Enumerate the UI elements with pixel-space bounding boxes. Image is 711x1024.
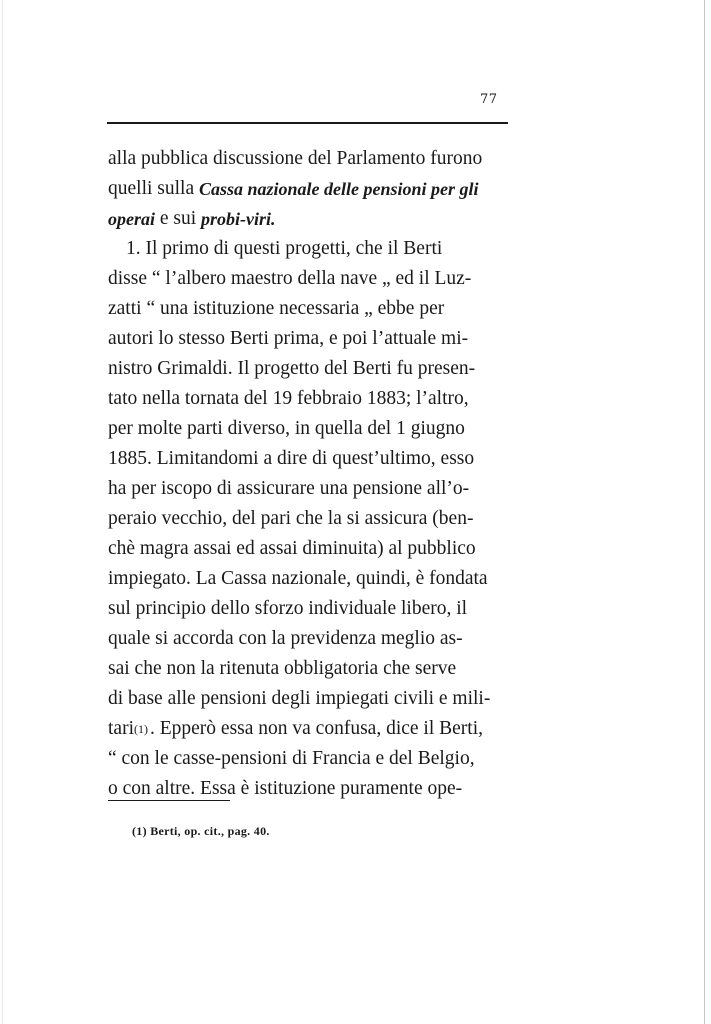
footnote: (1) Berti, op. cit., pag. 40. [132, 824, 270, 838]
text-line-content: autori lo stesso Berti prima, e poi l’attuale mi- [108, 328, 469, 349]
text-line-content: o con altre. Essa è istituzione puramente ope- [108, 778, 463, 799]
footnote-reference: (1) [133, 722, 148, 736]
text-line [108, 504, 508, 534]
page-number: 77 [480, 92, 498, 107]
text-line-content: quelli sulla [108, 178, 199, 199]
text-line-content: alla pubblica discussione del Parlamento furono [108, 148, 483, 169]
text-line [108, 324, 508, 354]
text-line [108, 474, 508, 504]
text-line-content: tato nella tornata del 19 febbraio 1883; l’altro, [108, 388, 469, 409]
text-line-content: disse “ l’albero maestro della nave „ ed il Luz- [108, 268, 472, 289]
text-line [108, 564, 508, 594]
italic-phrase: Cassa nazionale delle pensioni per gli [199, 179, 479, 199]
text-line-content: sai che non la ritenuta obbligatoria che serve [108, 658, 457, 679]
text-line-content: chè magra assai ed assai diminuita) al pubblico [108, 538, 476, 559]
text-line [108, 294, 508, 324]
text-line [108, 414, 508, 444]
text-line [108, 654, 508, 684]
text-line [108, 714, 508, 744]
text-line-content: nistro Grimaldi. Il progetto del Berti fu presen- [108, 358, 476, 379]
text-line [108, 744, 508, 774]
text-line-content: ha per iscopo di assicurare una pensione all’o- [108, 478, 470, 499]
text-line-content: sul principio dello sforzo individuale libero, il [108, 598, 468, 619]
text-line [108, 384, 508, 414]
text-line [108, 594, 508, 624]
text-line-content: e sui [155, 208, 202, 229]
text-line [108, 354, 508, 384]
footnote-rule [108, 800, 230, 801]
text-line [108, 234, 508, 264]
italic-phrase: probi-viri. [201, 209, 276, 229]
body-text [108, 144, 508, 804]
text-line-content: 1885. Limitandomi a dire di quest’ultimo, esso [108, 448, 475, 469]
text-line-content: di base alle pensioni degli impiegati civili e mili- [108, 688, 491, 709]
text-line-content: peraio vecchio, del pari che la si assicura (ben- [108, 508, 474, 529]
text-line-content: . Epperò essa non va confusa, dice il Berti, [149, 718, 484, 739]
text-line [108, 174, 508, 204]
text-line [108, 534, 508, 564]
text-line-content: impiegato. La Cassa nazionale, quindi, è fondata [108, 568, 488, 589]
text-line [108, 204, 508, 234]
text-line-content: 1. Il primo di questi progetti, che il Berti [126, 238, 443, 259]
page-edge-left [2, 0, 3, 1024]
italic-phrase: operai [108, 209, 155, 229]
text-line [108, 684, 508, 714]
text-line [108, 444, 508, 474]
text-line-content: “ con le casse-pensioni di Francia e del Belgio, [108, 748, 475, 769]
text-line-content: per molte parti diverso, in quella del 1 giugno [108, 418, 465, 439]
header-rule [107, 122, 508, 124]
text-line [108, 624, 508, 654]
text-line [108, 264, 508, 294]
text-line-content: zatti “ una istituzione necessaria „ ebbe per [108, 298, 445, 319]
text-line-content: quale si accorda con la previdenza meglio as- [108, 628, 463, 649]
text-line-content: tari [108, 718, 134, 739]
text-line [108, 144, 508, 174]
page-edge-right [704, 0, 705, 1024]
